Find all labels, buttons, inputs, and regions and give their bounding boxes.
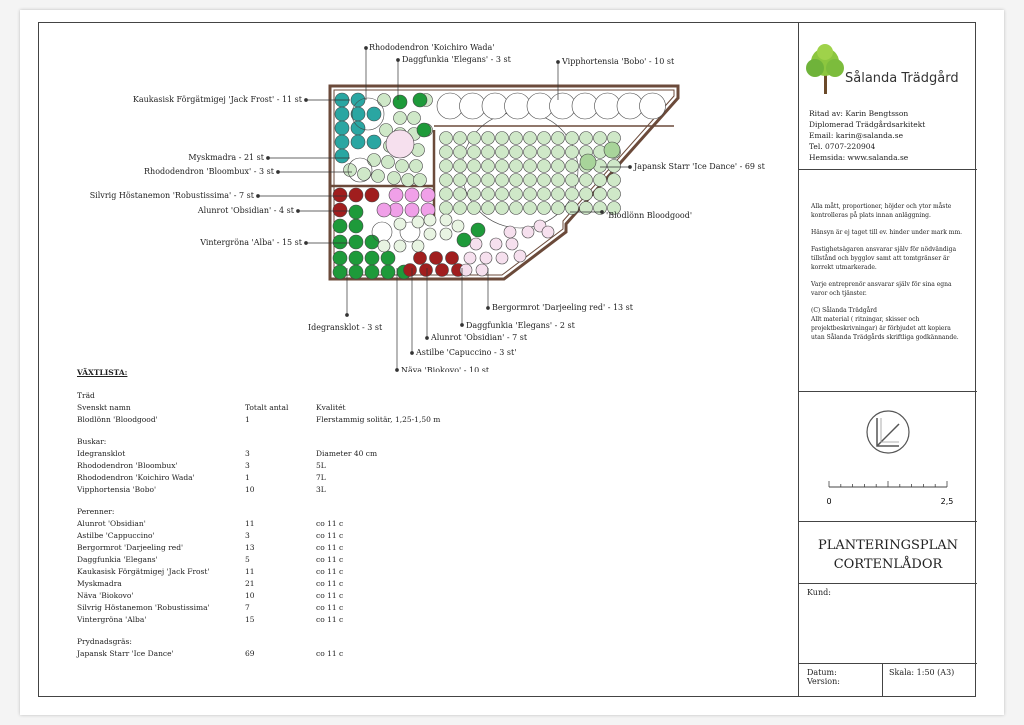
vintergrona-symbol bbox=[381, 265, 395, 279]
vipphortensia-symbol bbox=[572, 93, 598, 119]
japansk-starr-symbol bbox=[524, 132, 537, 145]
japansk-starr-symbol bbox=[538, 132, 551, 145]
client-section bbox=[799, 584, 977, 664]
plant-row bbox=[77, 461, 377, 473]
plant-row-col-2: 21 bbox=[245, 579, 255, 588]
plant-row bbox=[77, 519, 377, 531]
japansk-starr-symbol bbox=[454, 160, 467, 173]
label-daggfunkia-2: Daggfunkia 'Elegans' - 2 st bbox=[466, 321, 575, 330]
japansk-starr-symbol bbox=[454, 202, 467, 215]
bergormrot-symbol bbox=[504, 226, 516, 238]
japansk-starr-symbol bbox=[468, 132, 481, 145]
title-block bbox=[798, 22, 976, 697]
japansk-starr-symbol bbox=[468, 188, 481, 201]
plan-title-1: PLANTERINGSPLAN bbox=[817, 538, 959, 553]
japansk-starr-symbol bbox=[594, 202, 607, 215]
japansk-starr-symbol bbox=[510, 146, 523, 159]
label-daggfunkia-3: Daggfunkia 'Elegans' - 3 st bbox=[402, 55, 511, 64]
plant-row-col-1: Vipphortensia 'Bobo' bbox=[77, 485, 157, 494]
japansk-starr-symbol bbox=[496, 160, 509, 173]
plant-row-col-2: 3 bbox=[245, 531, 250, 540]
plan-title-section bbox=[799, 522, 977, 584]
label-kaukasisk: Kaukasisk Förgätmigej 'Jack Frost' - 11 st bbox=[132, 95, 302, 104]
label-vintergrona: Vintergröna 'Alba' - 15 st bbox=[200, 238, 302, 247]
label-rhododendron-koichiro: Rhododendron 'Koichiro Wada' bbox=[369, 43, 495, 52]
vipphortensia-symbol bbox=[482, 93, 508, 119]
plant-row-col-3: 3L bbox=[316, 485, 326, 494]
japansk-starr-symbol bbox=[440, 202, 453, 215]
plant-row-col-3: 5L bbox=[316, 461, 326, 470]
alunrot-symbol bbox=[430, 252, 443, 265]
vintergrona-symbol bbox=[365, 265, 379, 279]
website[interactable]: Hemsida: www.salanda.se bbox=[809, 153, 909, 162]
hostanemon-symbol bbox=[421, 188, 435, 202]
plant-row-col-1: Idegransklot bbox=[77, 449, 126, 458]
plant-row-col-1: Vintergröna 'Alba' bbox=[77, 615, 147, 624]
daggfunkia-symbol bbox=[457, 233, 471, 247]
vintergrona-symbol bbox=[333, 219, 347, 233]
japansk-starr-symbol bbox=[496, 146, 509, 159]
label-vipphortensia: Vipphortensia 'Bobo' - 10 st bbox=[562, 57, 675, 66]
contact-section bbox=[799, 22, 977, 170]
vipphortensia-symbol bbox=[505, 93, 531, 119]
japansk-starr-symbol bbox=[524, 146, 537, 159]
japansk-starr-symbol bbox=[482, 202, 495, 215]
bergormrot-symbol bbox=[464, 252, 476, 264]
japansk-starr-symbol bbox=[496, 132, 509, 145]
japansk-starr-symbol bbox=[538, 188, 551, 201]
vintergrona-symbol bbox=[349, 235, 363, 249]
japansk-starr-symbol bbox=[538, 174, 551, 187]
japansk-starr-symbol bbox=[496, 188, 509, 201]
vipphortensia-symbol bbox=[527, 93, 553, 119]
plant-row-col-2: 15 bbox=[245, 615, 255, 624]
japansk-starr-symbol bbox=[440, 146, 453, 159]
japansk-starr-symbol bbox=[538, 146, 551, 159]
vintergrona-symbol bbox=[349, 265, 363, 279]
japansk-starr-symbol bbox=[538, 160, 551, 173]
tree-logo-icon bbox=[806, 44, 844, 94]
phone: Tel. 0707-220904 bbox=[809, 142, 876, 151]
alunrot-symbol bbox=[446, 252, 459, 265]
japansk-starr-symbol bbox=[524, 174, 537, 187]
vintergrona-symbol bbox=[349, 251, 363, 265]
nava-symbol bbox=[440, 228, 452, 240]
plant-row-col-2: 10 bbox=[245, 485, 255, 494]
logo bbox=[799, 32, 977, 112]
note-4: Varje entreprenör ansvarar själv för sina egna varor och tjänster. bbox=[811, 281, 952, 297]
plant-row-col-2: 11 bbox=[245, 567, 255, 576]
vintergrona-symbol bbox=[333, 235, 347, 249]
label-blodlonn: 'Blodlönn Bloodgood' bbox=[606, 211, 693, 220]
vintergrona-symbol bbox=[365, 251, 379, 265]
japansk-starr-symbol bbox=[482, 160, 495, 173]
plant-row-col-3: co 11 c bbox=[316, 543, 344, 552]
plant-row-col-3: Flerstammig solitär, 1,25-1,50 m bbox=[316, 415, 441, 424]
label-alunrot-7: Alunrot 'Obsidian' - 7 st bbox=[431, 333, 528, 342]
japansk-starr-symbol bbox=[510, 174, 523, 187]
plan-title-2: CORTENLÅDOR bbox=[833, 557, 943, 572]
bergormrot-symbol bbox=[514, 250, 526, 262]
note-2: Hänsyn är ej taget till ev. hinder under mark mm. bbox=[811, 229, 963, 236]
plant-row bbox=[77, 603, 377, 615]
vipphortensia-symbol bbox=[617, 93, 643, 119]
label-alunrot-4: Alunrot 'Obsidian' - 4 st bbox=[197, 206, 294, 215]
vipphortensia-symbol bbox=[437, 93, 463, 119]
plant-row bbox=[77, 555, 377, 567]
japansk-starr-symbol bbox=[454, 188, 467, 201]
scale-section bbox=[883, 664, 977, 697]
japansk-starr-symbol bbox=[482, 174, 495, 187]
north-scale-section bbox=[799, 392, 977, 522]
daggfunkia-symbol bbox=[413, 93, 427, 107]
column-headers-col-2: Totalt antal bbox=[245, 403, 289, 412]
vintergrona-symbol bbox=[365, 235, 379, 249]
scale-bar bbox=[829, 481, 947, 487]
north-and-scale bbox=[799, 392, 977, 522]
nava-symbol bbox=[412, 240, 424, 252]
japansk-starr-symbol bbox=[580, 202, 593, 215]
japansk-starr-symbol bbox=[496, 174, 509, 187]
plant-row-col-3: co 11 c bbox=[316, 567, 344, 576]
forgatmigej-symbol bbox=[367, 135, 381, 149]
plant-row bbox=[77, 649, 377, 661]
plant-row-col-2: 5 bbox=[245, 555, 250, 564]
japansk-starr-symbol bbox=[580, 132, 593, 145]
japansk-starr-symbol bbox=[552, 146, 565, 159]
plant-row-col-1: Blodlönn 'Bloodgood' bbox=[77, 415, 158, 424]
japansk-starr-symbol bbox=[566, 132, 579, 145]
japansk-starr-symbol bbox=[510, 188, 523, 201]
japansk-starr-symbol bbox=[510, 202, 523, 215]
japansk-starr-symbol bbox=[552, 132, 565, 145]
forgatmigej-symbol bbox=[335, 135, 349, 149]
japansk-starr-symbol bbox=[440, 132, 453, 145]
group-heading-col-1: Prydnadsgräs: bbox=[77, 637, 132, 646]
scale-end: 2,5 bbox=[940, 497, 954, 506]
japansk-starr-symbol bbox=[468, 202, 481, 215]
plant-row bbox=[77, 567, 377, 579]
date-label: Datum: bbox=[807, 668, 837, 677]
plant-list-table bbox=[77, 391, 441, 671]
plant-row-col-1: Silvrig Höstanemon 'Robustissima' bbox=[77, 603, 210, 612]
plant-row-col-3: co 11 c bbox=[316, 591, 344, 600]
plant-row-col-2: 69 bbox=[245, 649, 255, 658]
alunrot-symbol bbox=[365, 188, 379, 202]
plant-row bbox=[77, 543, 377, 555]
email[interactable]: Email: karin@salanda.se bbox=[809, 131, 904, 140]
plant-row-col-2: 7 bbox=[245, 603, 250, 612]
daggfunkia-symbol bbox=[393, 95, 407, 109]
japansk-starr-symbol bbox=[566, 188, 579, 201]
plant-row-col-3: co 11 c bbox=[316, 519, 344, 528]
myskmadra-symbol bbox=[394, 112, 407, 125]
daggfunkia-symbol bbox=[417, 123, 431, 137]
label-japansk-starr: Japansk Starr 'Ice Dance' - 69 st bbox=[634, 162, 765, 171]
plant-row bbox=[77, 473, 377, 485]
japansk-starr-symbol bbox=[552, 174, 565, 187]
japansk-starr-symbol bbox=[608, 188, 621, 201]
alunrot-symbol bbox=[349, 188, 363, 202]
nava-symbol bbox=[378, 240, 390, 252]
group-heading-col-1: Perenner: bbox=[77, 507, 115, 516]
myskmadra-symbol bbox=[410, 160, 423, 173]
japansk-starr-symbol bbox=[566, 160, 579, 173]
group-heading-col-1: Träd bbox=[77, 391, 95, 400]
nava-symbol bbox=[424, 214, 436, 226]
rhododendron-bloombux-symbol bbox=[386, 130, 414, 158]
myskmadra-symbol bbox=[408, 112, 421, 125]
japansk-starr-symbol bbox=[510, 160, 523, 173]
version-label: Version: bbox=[807, 677, 840, 686]
nava-symbol bbox=[452, 220, 464, 232]
forgatmigej-symbol bbox=[351, 121, 365, 135]
myskmadra-symbol bbox=[402, 174, 415, 187]
japansk-starr-symbol bbox=[594, 188, 607, 201]
accent-symbol bbox=[580, 154, 596, 170]
note-1: Alla mått, proportioner, höjder och ytor måste kontrolleras på plats innan anläggning. bbox=[811, 203, 952, 219]
plant-row-col-2: 3 bbox=[245, 461, 250, 470]
group-heading bbox=[77, 507, 377, 519]
label-bergormrot: Bergormrot 'Darjeeling red' - 13 st bbox=[492, 303, 633, 312]
japansk-starr-symbol bbox=[566, 174, 579, 187]
japansk-starr-symbol bbox=[608, 174, 621, 187]
japansk-starr-symbol bbox=[552, 202, 565, 215]
plant-row bbox=[77, 615, 377, 627]
myskmadra-symbol bbox=[414, 174, 427, 187]
notes-section bbox=[799, 170, 977, 392]
plant-row-col-1: Japansk Starr 'Ice Dance' bbox=[77, 649, 174, 658]
myskmadra-symbol bbox=[396, 160, 409, 173]
japansk-starr-symbol bbox=[482, 146, 495, 159]
nava-symbol bbox=[394, 240, 406, 252]
hostanemon-symbol bbox=[405, 188, 419, 202]
group-heading bbox=[77, 437, 377, 449]
myskmadra-symbol bbox=[378, 94, 391, 107]
plant-row-col-1: Näva 'Biokovo' bbox=[77, 591, 134, 600]
plant-row-col-3: 7L bbox=[316, 473, 326, 482]
japansk-starr-symbol bbox=[566, 202, 579, 215]
bergormrot-symbol bbox=[542, 226, 554, 238]
scale-label: Skala: 1:50 (A3) bbox=[889, 668, 955, 677]
vipphortensia-symbol bbox=[640, 93, 666, 119]
plant-row-col-2: 11 bbox=[245, 519, 255, 528]
plant-row-col-1: Bergormrot 'Darjeeling red' bbox=[77, 543, 184, 552]
plant-row-col-1: Astilbe 'Cappuccino' bbox=[77, 531, 155, 540]
plant-row-col-2: 13 bbox=[245, 543, 255, 552]
forgatmigej-symbol bbox=[351, 107, 365, 121]
nava-symbol bbox=[440, 214, 452, 226]
japansk-starr-symbol bbox=[566, 146, 579, 159]
bergormrot-symbol bbox=[496, 252, 508, 264]
vintergrona-symbol bbox=[333, 251, 347, 265]
plant-row-col-2: 1 bbox=[245, 415, 250, 424]
plant-row-col-1: Rhododendron 'Bloombux' bbox=[77, 461, 178, 470]
date-version-section bbox=[799, 664, 883, 697]
plant-row bbox=[77, 415, 441, 427]
vintergrona-symbol bbox=[333, 265, 347, 279]
label-myskmadra: Myskmadra - 21 st bbox=[188, 153, 264, 162]
forgatmigej-symbol bbox=[367, 107, 381, 121]
japansk-starr-symbol bbox=[454, 174, 467, 187]
japansk-starr-symbol bbox=[468, 146, 481, 159]
label-rhododendron-bloombux: Rhododendron 'Bloombux' - 3 st bbox=[144, 167, 274, 176]
plant-list bbox=[77, 368, 441, 671]
plant-row-col-3: co 11 c bbox=[316, 531, 344, 540]
plant-row bbox=[77, 531, 377, 543]
plant-row bbox=[77, 485, 377, 497]
vintergrona-symbol bbox=[381, 251, 395, 265]
myskmadra-symbol bbox=[382, 156, 395, 169]
client-label: Kund: bbox=[807, 588, 831, 597]
bergormrot-symbol bbox=[476, 264, 488, 276]
forgatmigej-symbol bbox=[335, 149, 349, 163]
bergormrot-symbol bbox=[470, 238, 482, 250]
plant-row-col-1: Daggfunkia 'Elegans' bbox=[77, 555, 158, 564]
japansk-starr-symbol bbox=[524, 202, 537, 215]
plant-row-col-3: co 11 c bbox=[316, 555, 344, 564]
bergormrot-symbol bbox=[506, 238, 518, 250]
forgatmigej-symbol bbox=[335, 121, 349, 135]
alunrot-symbol bbox=[333, 188, 347, 202]
plant-row bbox=[77, 591, 377, 603]
japansk-starr-symbol bbox=[552, 188, 565, 201]
japansk-starr-symbol bbox=[440, 188, 453, 201]
column-headers-col-3: Kvalitét bbox=[316, 403, 346, 412]
plant-row-col-2: 1 bbox=[245, 473, 250, 482]
label-silvrig-hostanemon: Silvrig Höstanemon 'Robustissima' - 7 st bbox=[89, 191, 254, 200]
japansk-starr-symbol bbox=[482, 132, 495, 145]
japansk-starr-symbol bbox=[454, 146, 467, 159]
plant-row-col-3: co 11 c bbox=[316, 615, 344, 624]
plant-list-heading: VÄXTLISTA: bbox=[77, 368, 128, 377]
plant-row-col-1: Rhododendron 'Koichiro Wada' bbox=[77, 473, 195, 482]
japansk-starr-symbol bbox=[496, 202, 509, 215]
planting-plan bbox=[38, 22, 798, 372]
alunrot-symbol bbox=[436, 264, 449, 277]
japansk-starr-symbol bbox=[594, 132, 607, 145]
alunrot-symbol bbox=[420, 264, 433, 277]
nava-symbol bbox=[394, 218, 406, 230]
logo-text: Sålanda Trädgård bbox=[845, 71, 959, 86]
north-arrow-icon bbox=[867, 411, 909, 453]
japansk-starr-symbol bbox=[468, 160, 481, 173]
japansk-starr-symbol bbox=[580, 188, 593, 201]
alunrot-symbol bbox=[404, 264, 417, 277]
profession: Diplomerad Trädgårdsarkitekt bbox=[809, 120, 926, 129]
plant-row-col-1: Alunrot 'Obsidian' bbox=[77, 519, 146, 528]
myskmadra-symbol bbox=[344, 164, 357, 177]
japansk-starr-symbol bbox=[552, 160, 565, 173]
vipphortensia-symbol bbox=[460, 93, 486, 119]
plant-row-col-2: 3 bbox=[245, 449, 250, 458]
forgatmigej-symbol bbox=[351, 93, 365, 107]
label-idegransklot: Idegransklot - 3 st bbox=[308, 323, 383, 332]
myskmadra-symbol bbox=[388, 172, 401, 185]
alunrot-symbol bbox=[414, 252, 427, 265]
column-headers-col-1: Svenskt namn bbox=[77, 403, 131, 412]
myskmadra-symbol bbox=[372, 170, 385, 183]
plant-row-col-3: Diameter 40 cm bbox=[316, 449, 378, 458]
japansk-starr-symbol bbox=[580, 174, 593, 187]
japansk-starr-symbol bbox=[454, 132, 467, 145]
japansk-starr-symbol bbox=[524, 160, 537, 173]
daggfunkia-symbol bbox=[471, 223, 485, 237]
note-3: Fastighetsägaren ansvarar själv för nödvändiga tillstånd och bygglov samt att tomtgränser är korrekt utmarkerade. bbox=[811, 246, 957, 271]
nava-symbol bbox=[424, 228, 436, 240]
japansk-starr-symbol bbox=[608, 160, 621, 173]
bergormrot-symbol bbox=[490, 238, 502, 250]
forgatmigej-symbol bbox=[335, 107, 349, 121]
hostanemon-symbol bbox=[405, 203, 419, 217]
plant-row-col-1: Kaukasisk Förgätmigej 'Jack Frost' bbox=[77, 567, 210, 576]
japansk-starr-symbol bbox=[524, 188, 537, 201]
plant-row-col-2: 10 bbox=[245, 591, 255, 600]
vintergrona-symbol bbox=[349, 219, 363, 233]
vipphortensia-symbol bbox=[595, 93, 621, 119]
japansk-starr-symbol bbox=[468, 174, 481, 187]
japansk-starr-symbol bbox=[482, 188, 495, 201]
nava-symbol bbox=[412, 216, 424, 228]
column-headers bbox=[77, 403, 377, 415]
myskmadra-symbol bbox=[368, 154, 381, 167]
label-astilbe: Astilbe 'Capuccino - 3 st' bbox=[416, 348, 517, 357]
plant-row-col-1: Myskmadra bbox=[77, 579, 122, 588]
vipphortensia-symbol bbox=[550, 93, 576, 119]
hostanemon-symbol bbox=[377, 203, 391, 217]
group-heading-col-1: Buskar: bbox=[77, 437, 107, 446]
group-heading bbox=[77, 637, 377, 649]
japansk-starr-symbol bbox=[440, 160, 453, 173]
contact-info bbox=[799, 108, 925, 163]
accent-symbol bbox=[604, 142, 620, 158]
vintergrona-symbol bbox=[349, 205, 363, 219]
japansk-starr-symbol bbox=[594, 174, 607, 187]
scale-start: 0 bbox=[826, 497, 832, 506]
drawn-by: Ritad av: Karin Bengtsson bbox=[809, 109, 909, 118]
plant-row bbox=[77, 449, 377, 461]
plant-row-col-3: co 11 c bbox=[316, 603, 344, 612]
plant-row-col-3: co 11 c bbox=[316, 649, 344, 658]
plant-row-col-3: co 11 c bbox=[316, 579, 344, 588]
plant-row bbox=[77, 579, 377, 591]
japansk-starr-symbol bbox=[440, 174, 453, 187]
bergormrot-symbol bbox=[480, 252, 492, 264]
hostanemon-symbol bbox=[389, 188, 403, 202]
group-heading bbox=[77, 391, 377, 403]
alunrot-symbol bbox=[333, 203, 347, 217]
forgatmigej-symbol bbox=[351, 135, 365, 149]
bergormrot-symbol bbox=[522, 226, 534, 238]
label-nava: Näva 'Biokovo' - 10 st bbox=[401, 366, 490, 372]
japansk-starr-symbol bbox=[538, 202, 551, 215]
japansk-starr-symbol bbox=[510, 132, 523, 145]
note-5: (C) Sålanda Trädgård Allt material ( ritningar, skisser och projektbeskrivningar) är förbjudet att kopiera utan Sålanda Trädgårds skriftliga godkännande. bbox=[811, 307, 959, 341]
